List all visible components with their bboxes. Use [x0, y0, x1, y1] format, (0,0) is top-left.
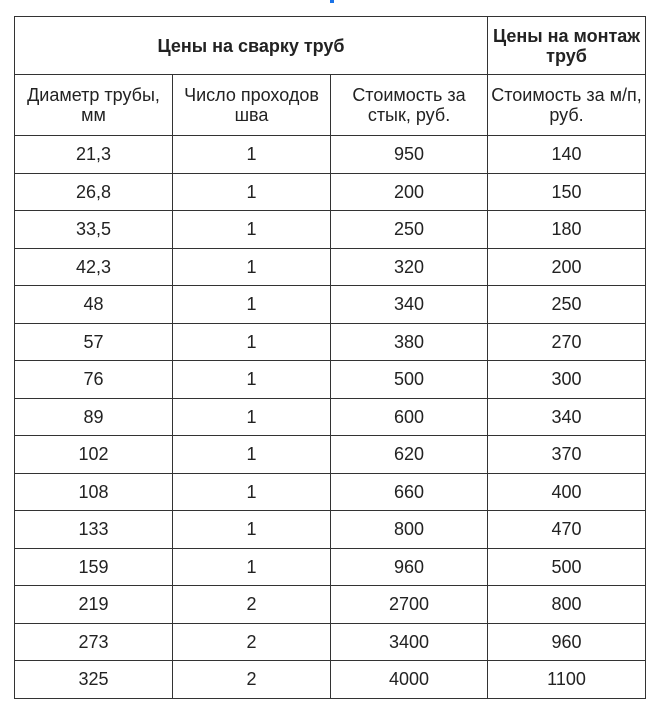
table-row [15, 136, 646, 174]
cell-diameter: 57 [15, 323, 173, 361]
cell-passes: 1 [173, 511, 331, 549]
cell-diameter: 102 [15, 436, 173, 474]
table-row [15, 211, 646, 249]
installation-prices-header: Цены на монтаж труб [488, 17, 646, 75]
cell-joint-cost: 2700 [331, 586, 488, 624]
table-row [15, 361, 646, 399]
cell-meter-cost: 140 [488, 136, 646, 174]
cell-joint-cost: 380 [331, 323, 488, 361]
cell-joint-cost: 960 [331, 548, 488, 586]
table-row [15, 473, 646, 511]
cell-joint-cost: 950 [331, 136, 488, 174]
column-header-meter-cost: Стоимость за м/п, руб. [488, 75, 646, 136]
cell-diameter: 159 [15, 548, 173, 586]
table-row [15, 248, 646, 286]
cell-diameter: 21,3 [15, 136, 173, 174]
cell-passes: 1 [173, 173, 331, 211]
cell-meter-cost: 180 [488, 211, 646, 249]
cell-joint-cost: 620 [331, 436, 488, 474]
cell-passes: 2 [173, 623, 331, 661]
cell-meter-cost: 500 [488, 548, 646, 586]
cell-joint-cost: 660 [331, 473, 488, 511]
cell-meter-cost: 270 [488, 323, 646, 361]
cell-diameter: 108 [15, 473, 173, 511]
cell-joint-cost: 340 [331, 286, 488, 324]
welding-prices-header: Цены на сварку труб [15, 17, 488, 75]
cell-passes: 1 [173, 548, 331, 586]
top-accent-mark [330, 0, 334, 3]
cell-meter-cost: 370 [488, 436, 646, 474]
cell-joint-cost: 4000 [331, 661, 488, 699]
cell-meter-cost: 1100 [488, 661, 646, 699]
cell-diameter: 76 [15, 361, 173, 399]
cell-diameter: 48 [15, 286, 173, 324]
cell-diameter: 26,8 [15, 173, 173, 211]
cell-meter-cost: 400 [488, 473, 646, 511]
cell-diameter: 219 [15, 586, 173, 624]
cell-meter-cost: 200 [488, 248, 646, 286]
table-row [15, 548, 646, 586]
cell-passes: 1 [173, 323, 331, 361]
cell-joint-cost: 800 [331, 511, 488, 549]
cell-passes: 1 [173, 436, 331, 474]
cell-passes: 1 [173, 473, 331, 511]
cell-meter-cost: 800 [488, 586, 646, 624]
cell-passes: 1 [173, 211, 331, 249]
cell-passes: 1 [173, 361, 331, 399]
cell-meter-cost: 340 [488, 398, 646, 436]
cell-passes: 1 [173, 248, 331, 286]
cell-joint-cost: 500 [331, 361, 488, 399]
table-row [15, 623, 646, 661]
table-row [15, 323, 646, 361]
cell-joint-cost: 250 [331, 211, 488, 249]
table-row [15, 661, 646, 699]
cell-diameter: 42,3 [15, 248, 173, 286]
cell-meter-cost: 150 [488, 173, 646, 211]
cell-meter-cost: 960 [488, 623, 646, 661]
cell-diameter: 89 [15, 398, 173, 436]
group-header-row [15, 17, 646, 75]
cell-diameter: 273 [15, 623, 173, 661]
cell-passes: 1 [173, 136, 331, 174]
pipe-prices-table [14, 16, 646, 699]
cell-passes: 2 [173, 586, 331, 624]
table-row [15, 436, 646, 474]
cell-meter-cost: 250 [488, 286, 646, 324]
cell-diameter: 325 [15, 661, 173, 699]
column-header-row [15, 75, 646, 136]
table-row [15, 586, 646, 624]
cell-joint-cost: 3400 [331, 623, 488, 661]
cell-joint-cost: 600 [331, 398, 488, 436]
cell-passes: 2 [173, 661, 331, 699]
column-header-passes: Число проходов шва [173, 75, 331, 136]
table-row [15, 173, 646, 211]
cell-joint-cost: 200 [331, 173, 488, 211]
cell-joint-cost: 320 [331, 248, 488, 286]
cell-meter-cost: 300 [488, 361, 646, 399]
cell-meter-cost: 470 [488, 511, 646, 549]
table-row [15, 398, 646, 436]
column-header-joint-cost: Стоимость за стык, руб. [331, 75, 488, 136]
cell-passes: 1 [173, 286, 331, 324]
cell-diameter: 133 [15, 511, 173, 549]
table-row [15, 286, 646, 324]
table-row [15, 511, 646, 549]
cell-passes: 1 [173, 398, 331, 436]
column-header-diameter: Диаметр трубы, мм [15, 75, 173, 136]
cell-diameter: 33,5 [15, 211, 173, 249]
